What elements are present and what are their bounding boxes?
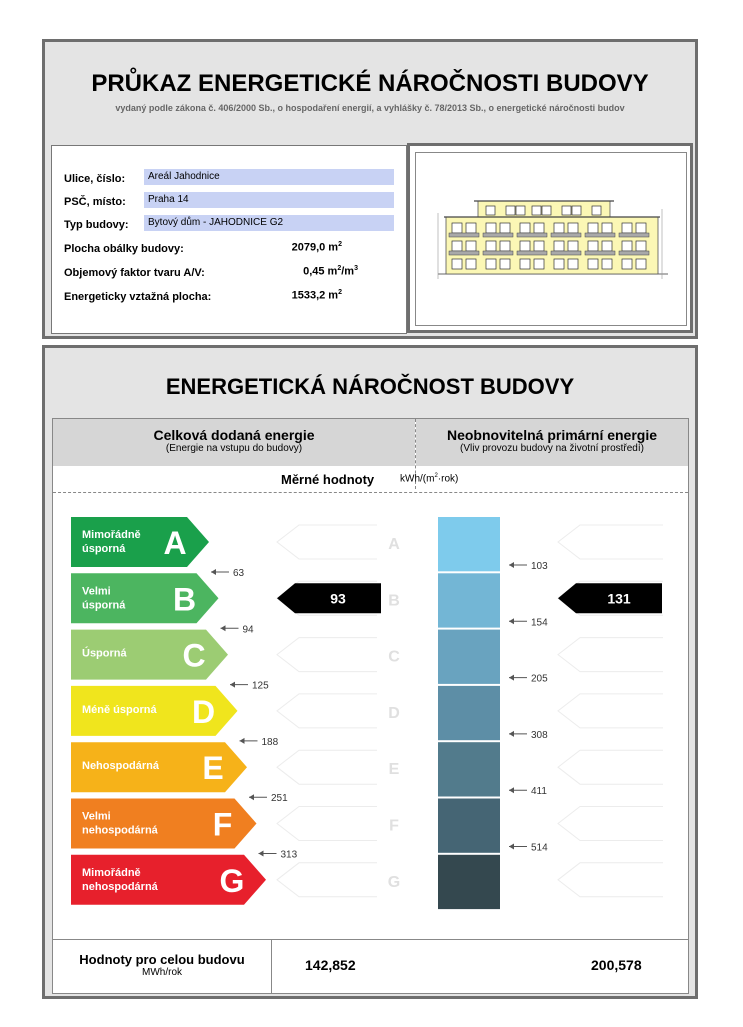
right-threshold-head-5 — [509, 844, 514, 850]
specific-values-label: Měrné hodnoty — [281, 472, 375, 487]
placeholder-arrow-left-d — [277, 694, 377, 728]
primary-scale-segment-b — [438, 573, 500, 627]
placeholder-arrow-right-a — [558, 525, 663, 559]
placeholder-letter-d: D — [388, 704, 400, 722]
building-elevation-drawing — [416, 153, 686, 325]
right-threshold-label-3: 308 — [531, 729, 548, 741]
av-value: 0,45 $m^2/m^3$ — [303, 265, 358, 278]
right-threshold-label-5: 514 — [531, 842, 548, 854]
left-threshold-label-1: 94 — [242, 624, 254, 636]
building-image-inner — [415, 152, 687, 326]
rating-box — [52, 418, 689, 994]
class-name2-g: nehospodárná — [82, 880, 158, 893]
rating-title: ENERGETICKÁ NÁROČNOST BUDOVY — [165, 374, 575, 399]
totals-label: Hodnoty pro celou budovu — [79, 952, 245, 967]
city-value: Praha 14 — [144, 192, 394, 208]
primary-energy-subtitle: (Vliv provozu budovy na životní prostředí) — [460, 443, 644, 454]
building-image-frame — [407, 143, 693, 333]
placeholder-letter-b: B — [388, 592, 400, 610]
primary-scale-segment-f — [438, 799, 500, 853]
placeholder-letter-a: A — [388, 536, 400, 553]
right-threshold-label-1: 154 — [531, 617, 548, 629]
right-threshold-head-1 — [509, 618, 514, 624]
unit-label: kWh/$(m^2\cdot rok)$ — [400, 473, 459, 485]
class-name-g: Mimořádně — [82, 866, 141, 879]
class-letter-g: G — [219, 862, 245, 899]
placeholder-letter-g: G — [387, 873, 401, 891]
placeholder-arrow-right-g — [558, 863, 663, 897]
primary-scale-segment-c — [438, 630, 500, 684]
envelope-label: Plocha obálky budovy: — [64, 243, 184, 255]
class-name2-f: nehospodárná — [82, 824, 158, 837]
delivered-energy-marker-label: 93 — [330, 590, 346, 607]
certificate-title: PRŮKAZ ENERGETICKÉ NÁROČNOSTI BUDOVY — [91, 70, 649, 97]
right-threshold-head-2 — [509, 675, 514, 681]
right-threshold-head-0 — [509, 562, 514, 568]
header-panel — [42, 39, 698, 339]
right-threshold-label-2: 205 — [531, 673, 548, 685]
delivered-energy-title: Celková dodaná energie — [153, 427, 315, 443]
left-threshold-label-3: 188 — [261, 736, 279, 748]
street-label: Ulice, číslo: — [64, 173, 126, 185]
primary-energy-header — [416, 419, 688, 466]
primary-scale-segment-e — [438, 742, 500, 796]
class-letter-d: D — [191, 693, 216, 730]
area-value: 1533,2 $m^2$ — [291, 289, 342, 302]
left-threshold-label-4: 251 — [271, 793, 288, 805]
delivered-energy-marker-arrow — [277, 583, 381, 613]
area-label: Energeticky vztažná plocha: — [64, 291, 212, 303]
placeholder-arrow-left-c — [277, 638, 377, 672]
delivered-energy-subtitle: (Energie na vstupu do budovy) — [165, 443, 303, 454]
placeholder-arrow-right-d — [558, 694, 663, 728]
placeholder-arrow-left-g — [277, 863, 377, 897]
class-name-d: Méně úsporná — [82, 703, 157, 716]
class-name2-b: úsporná — [82, 599, 126, 612]
right-threshold-label-0: 103 — [531, 561, 548, 572]
placeholder-letter-f: F — [389, 817, 399, 835]
city-label: PSČ, místo: — [64, 196, 126, 208]
placeholder-arrow-left-a — [277, 525, 377, 559]
total-primary-value: 200,578 — [591, 957, 642, 973]
type-value: Bytový dům - JAHODNICE G2 — [144, 215, 394, 231]
primary-energy-title: Neobnovitelná primární energie — [446, 427, 658, 443]
street-value: Areál Jahodnice — [144, 169, 394, 185]
placeholder-arrow-right-f — [558, 807, 663, 841]
class-letter-e: E — [202, 750, 224, 787]
delivered-energy-header — [53, 419, 415, 466]
class-name-a: Mimořádně — [82, 529, 141, 541]
placeholder-arrow-right-e — [558, 750, 663, 784]
class-arrow-b — [71, 573, 219, 623]
class-name-c: Úsporná — [82, 647, 127, 660]
class-letter-f: F — [212, 806, 233, 843]
totals-label-cell — [53, 940, 272, 994]
left-threshold-head-5 — [259, 851, 264, 857]
class-letter-b: B — [172, 581, 197, 618]
total-delivered-value: 142,852 — [305, 957, 356, 973]
primary-scale-segment-d — [438, 686, 500, 740]
placeholder-arrow-left-e — [277, 750, 377, 784]
totals-unit: MWh/rok — [142, 967, 182, 978]
left-threshold-head-1 — [221, 625, 226, 631]
placeholder-letter-c: C — [388, 648, 400, 666]
class-letter-c: C — [182, 637, 206, 674]
placeholder-letter-e: E — [388, 761, 400, 779]
primary-scale-segment-g — [438, 855, 500, 909]
left-threshold-head-3 — [240, 738, 245, 744]
right-threshold-head-3 — [509, 731, 514, 737]
class-name-e: Nehospodárná — [82, 760, 160, 773]
rating-panel — [42, 345, 698, 999]
certificate-subtitle: vydaný podle zákona č. 406/2000 Sb., o hospodaření energií, a vyhlášky č. 78/2013 Sb., o energetické náročnosti budov — [115, 103, 625, 113]
left-threshold-head-0 — [211, 569, 216, 575]
type-label: Typ budovy: — [64, 219, 129, 231]
class-arrow-a — [71, 517, 209, 567]
class-name2-a: úsporná — [82, 543, 126, 555]
left-threshold-head-4 — [249, 794, 254, 800]
envelope-value: 2079,0 $m^2$ — [291, 241, 342, 254]
building-info-box — [51, 145, 407, 334]
class-letter-a: A — [163, 525, 187, 561]
energy-scale-chart — [53, 493, 688, 943]
left-threshold-label-5: 313 — [280, 849, 298, 861]
left-threshold-head-2 — [230, 682, 235, 688]
class-name-f: Velmi — [82, 810, 111, 823]
left-threshold-label-2: 125 — [252, 680, 269, 692]
primary-scale-segment-a — [438, 517, 500, 571]
right-threshold-label-4: 411 — [531, 786, 547, 798]
class-name-b: Velmi — [82, 585, 111, 598]
right-threshold-head-4 — [509, 787, 514, 793]
av-label: Objemový faktor tvaru A/V: — [64, 267, 205, 279]
primary-energy-marker-label: 131 — [607, 590, 631, 607]
placeholder-arrow-left-f — [277, 807, 377, 841]
placeholder-arrow-right-c — [558, 638, 663, 672]
left-threshold-label-0: 63 — [233, 568, 245, 579]
